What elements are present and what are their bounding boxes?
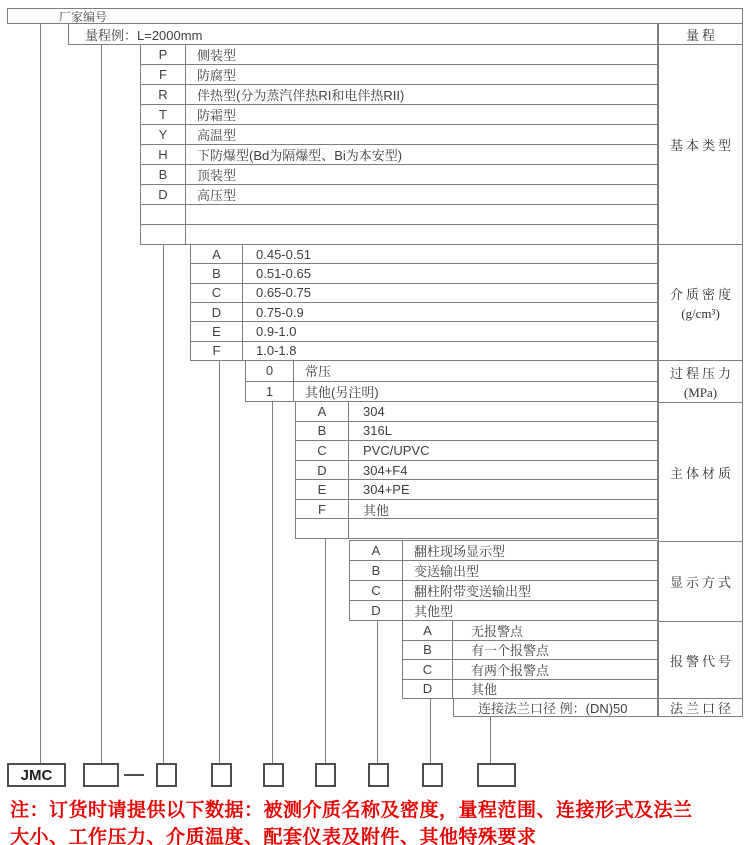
- desc-cell: 有一个报警点: [471, 643, 550, 659]
- factory-number-row: [7, 8, 743, 24]
- section-label-flange: 法兰口径: [658, 698, 743, 717]
- desc-cell: 0.51-0.65: [256, 265, 311, 281]
- code-cell: H: [141, 145, 186, 164]
- code-cell: [141, 225, 186, 244]
- table-row: [403, 659, 657, 679]
- code-cell: P: [141, 45, 186, 64]
- code-box-material: [315, 763, 336, 787]
- desc-cell: [186, 225, 657, 244]
- desc-cell: 304+F4: [363, 462, 408, 478]
- connector-line-alarm: [430, 698, 431, 763]
- desc-cell: 变送输出型: [414, 564, 480, 579]
- desc-cell: 无报警点: [471, 623, 524, 639]
- connector-line-factory: [40, 23, 41, 763]
- model-prefix: JMC: [20, 766, 53, 784]
- table-row: [191, 321, 657, 340]
- desc-cell: 0.45-0.51: [256, 246, 311, 262]
- desc-cell: 伴热型(分为蒸汽伴热RI和电伴热RII): [197, 88, 405, 103]
- table-row: [191, 302, 657, 321]
- desc-cell: 其他型: [414, 604, 454, 619]
- code-box-basic-type: [156, 763, 177, 787]
- section-label-material: 主体材质: [658, 402, 743, 542]
- table-row: [403, 640, 657, 660]
- code-cell: 0: [246, 361, 294, 381]
- flange-row-label: 连接法兰口径 例：(DN)50: [478, 701, 628, 716]
- desc-cell: 其他: [471, 682, 498, 698]
- code-cell: B: [350, 561, 403, 580]
- desc-cell: 其他(另注明): [305, 384, 379, 400]
- code-box-density: [211, 763, 232, 787]
- desc-cell: 304: [363, 403, 385, 419]
- desc-cell: PVC/UPVC: [363, 442, 430, 458]
- code-cell: C: [350, 581, 403, 600]
- table-row: [141, 64, 657, 84]
- table-row: [191, 245, 657, 263]
- connector-line-range: [101, 44, 102, 763]
- connector-line-material: [325, 538, 326, 763]
- code-cell: R: [141, 85, 186, 104]
- table-row: [141, 124, 657, 144]
- table-row: [296, 402, 657, 421]
- table-row: [350, 600, 657, 620]
- connector-line-display: [377, 620, 378, 763]
- code-cell: [141, 205, 186, 224]
- section-label-basic-type: 基本类型: [658, 44, 743, 245]
- table-row: [296, 421, 657, 441]
- code-cell: A: [191, 245, 243, 263]
- code-cell: C: [191, 284, 243, 302]
- table-row: [246, 361, 657, 381]
- table-row: [296, 460, 657, 480]
- table-row: [191, 283, 657, 302]
- code-cell: D: [350, 601, 403, 620]
- desc-cell: 防霜型: [197, 108, 237, 123]
- desc-cell: 高温型: [197, 128, 237, 143]
- order-note-line2: 大小、工作压力、介质温度、配套仪表及附件、其他特殊要求: [10, 827, 537, 845]
- code-cell: F: [141, 65, 186, 84]
- connector-line-flange: [490, 716, 491, 763]
- table-row: [350, 560, 657, 580]
- table-row: [246, 381, 657, 402]
- code-cell: B: [141, 165, 186, 184]
- code-cell: [296, 519, 349, 538]
- density-unit: (g/cm³): [681, 305, 720, 321]
- code-cell: C: [403, 660, 453, 679]
- code-cell: F: [296, 500, 349, 519]
- table-row: [141, 84, 657, 104]
- desc-cell: 顶装型: [197, 168, 237, 183]
- table-row: [141, 224, 657, 244]
- desc-cell: 有两个报警点: [471, 662, 550, 678]
- order-note-line1: 注：订货时请提供以下数据：被测介质名称及密度，量程范围、连接形式及法兰: [10, 800, 693, 821]
- table-row: [191, 341, 657, 360]
- table-row: [296, 479, 657, 499]
- alarm-table: [402, 620, 658, 699]
- table-row: [403, 679, 657, 699]
- connector-line-density: [219, 360, 220, 763]
- code-cell: B: [403, 641, 453, 660]
- code-cell: B: [296, 422, 349, 441]
- code-cell: E: [296, 480, 349, 499]
- code-box-flange: [477, 763, 516, 787]
- code-cell: D: [141, 185, 186, 204]
- code-box-pressure: [263, 763, 284, 787]
- section-label-pressure: 过程压力 (MPa): [658, 360, 743, 403]
- table-row: [141, 144, 657, 164]
- section-label-density: 介质密度 (g/cm³): [658, 244, 743, 361]
- code-box-alarm: [422, 763, 443, 787]
- basic-type-table: [140, 44, 658, 245]
- table-row: [350, 580, 657, 600]
- code-box-range: [83, 763, 119, 787]
- pressure-unit: (MPa): [683, 384, 718, 400]
- desc-cell: 0.9-1.0: [256, 323, 297, 339]
- desc-cell: 下防爆型(Bd为隔爆型、Bi为本安型): [197, 148, 403, 163]
- desc-cell: 0.75-0.9: [256, 304, 304, 320]
- code-cell: D: [296, 461, 349, 480]
- desc-cell: 1.0-1.8: [256, 343, 297, 359]
- code-cell: D: [403, 680, 453, 699]
- table-row: [296, 440, 657, 460]
- code-cell: E: [191, 322, 243, 340]
- code-cell: A: [403, 621, 453, 640]
- desc-cell: [186, 205, 657, 224]
- code-cell: 1: [246, 382, 294, 402]
- section-label-display: 显示方式: [658, 541, 743, 622]
- material-table: [295, 401, 658, 539]
- section-label-alarm: 报警代号: [658, 621, 743, 699]
- code-cell: A: [296, 402, 349, 421]
- table-row: [141, 204, 657, 224]
- code-cell: A: [350, 541, 403, 560]
- range-example-row: [68, 23, 658, 45]
- code-cell: D: [191, 303, 243, 321]
- dash-separator: [124, 774, 144, 776]
- desc-cell: [349, 519, 657, 538]
- range-example-label: 量程例：L=2000mm: [85, 27, 203, 43]
- code-cell: T: [141, 105, 186, 124]
- model-prefix-box: [7, 763, 66, 787]
- desc-cell: 翻柱现场显示型: [414, 544, 506, 559]
- connector-line-basic-type: [163, 245, 164, 763]
- table-row: [141, 104, 657, 124]
- table-row: [296, 518, 657, 538]
- desc-cell: 防腐型: [197, 68, 237, 83]
- table-row: [403, 621, 657, 640]
- desc-cell: 316L: [363, 423, 392, 439]
- code-box-display: [368, 763, 389, 787]
- code-cell: F: [191, 342, 243, 360]
- flange-row: [453, 698, 658, 717]
- table-row: [141, 164, 657, 184]
- table-row: [350, 541, 657, 560]
- desc-cell: 304+PE: [363, 482, 410, 498]
- desc-cell: 0.65-0.75: [256, 285, 311, 301]
- section-label-range: 量程: [658, 23, 743, 45]
- table-row: [296, 499, 657, 519]
- desc-cell: 高压型: [197, 188, 237, 203]
- desc-cell: 翻柱附带变送输出型: [414, 584, 532, 599]
- code-cell: B: [191, 264, 243, 282]
- desc-cell: 侧装型: [197, 48, 237, 63]
- density-table: [190, 244, 658, 361]
- display-table: [349, 540, 658, 621]
- desc-cell: 其他: [363, 502, 390, 518]
- table-row: [141, 45, 657, 64]
- table-row: [191, 263, 657, 282]
- factory-number-label: 厂家编号: [59, 9, 108, 24]
- desc-cell: 常压: [305, 364, 332, 380]
- table-row: [141, 184, 657, 204]
- pressure-table: [245, 360, 658, 402]
- code-cell: C: [296, 441, 349, 460]
- code-cell: Y: [141, 125, 186, 144]
- connector-line-pressure: [272, 401, 273, 763]
